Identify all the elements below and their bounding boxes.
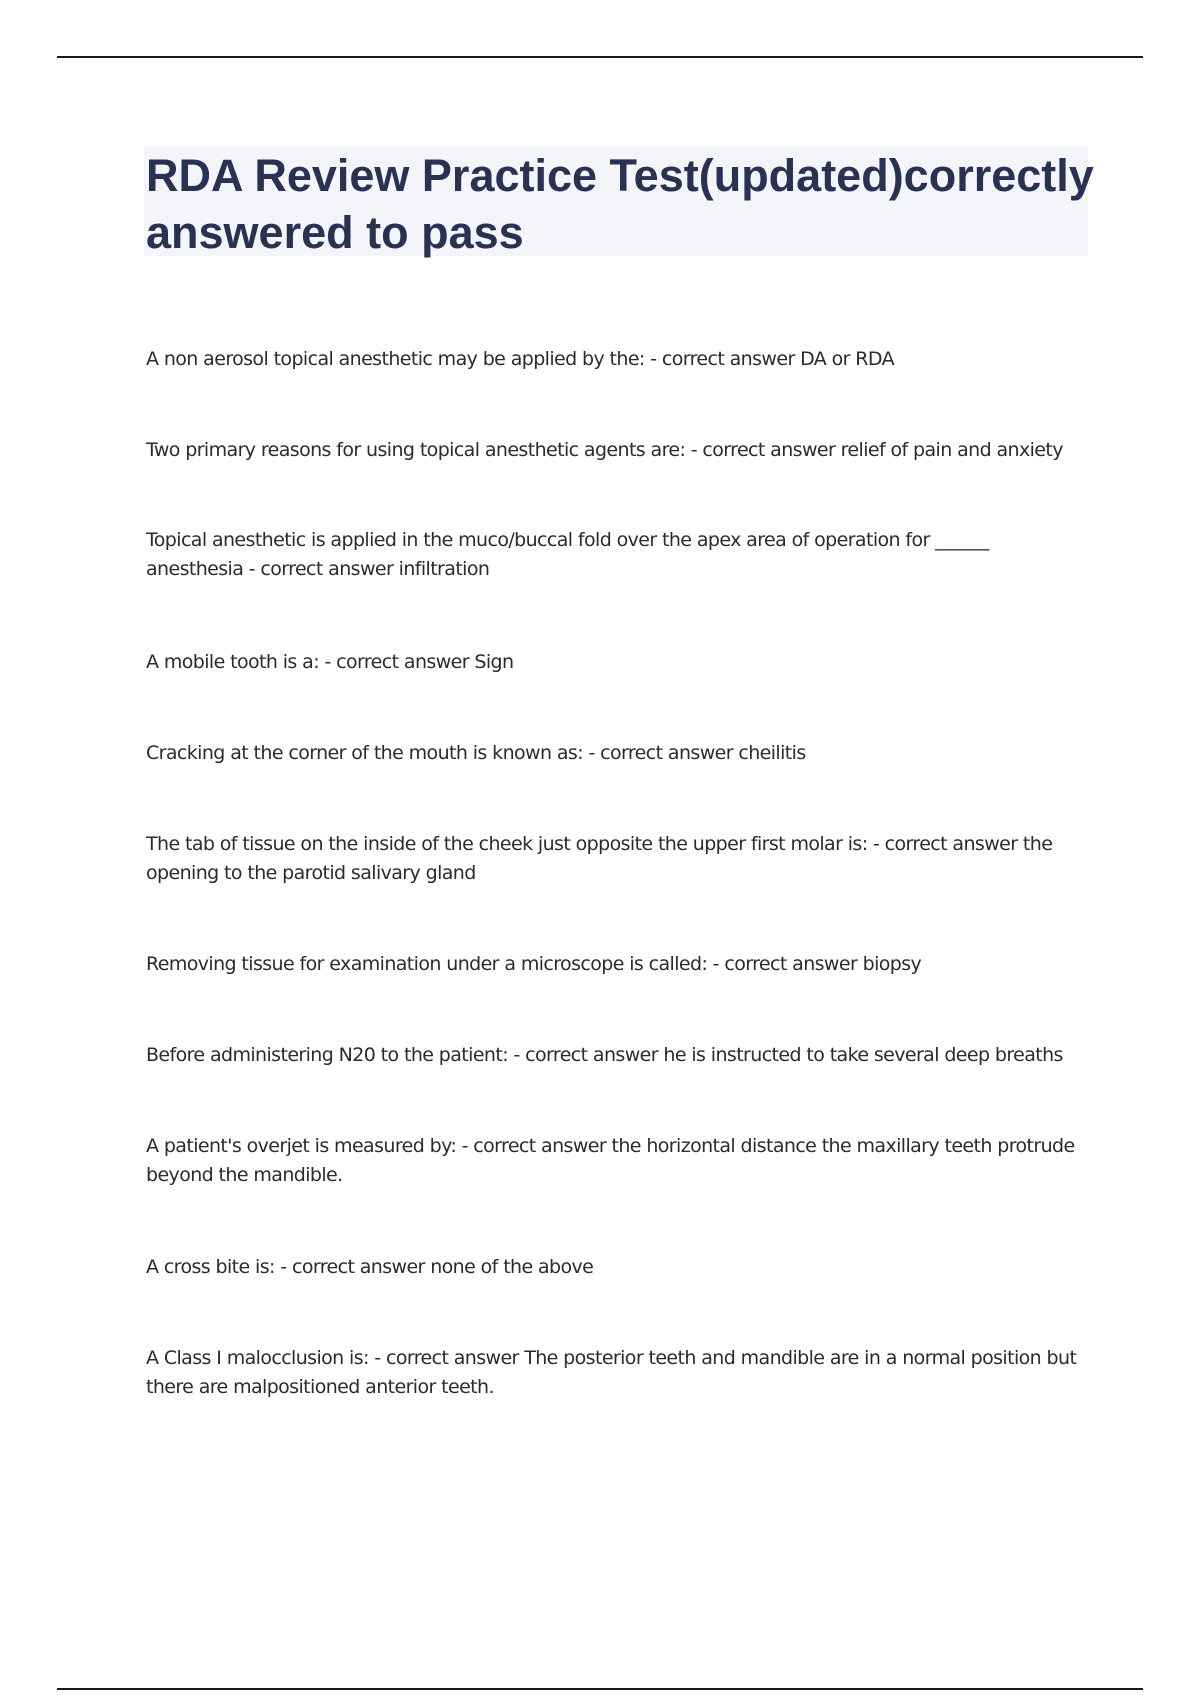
question-item: A Class I malocclusion is: - correct answer The posterior teeth and mandible are in a normal position but there are malpositioned anterior teeth. (146, 1347, 1077, 1398)
question-item: The tab of tissue on the inside of the cheek just opposite the upper first molar is: - correct answer the opening to the parotid salivary gland (146, 833, 1053, 884)
question-item: Cracking at the corner of the mouth is known as: - correct answer cheilitis (146, 742, 806, 764)
question-item: A cross bite is: - correct answer none of the above (146, 1256, 594, 1278)
question-item: Two primary reasons for using topical anesthetic agents are: - correct answer relief of pain and anxiety (146, 439, 1063, 461)
top-divider (57, 56, 1143, 58)
question-item: A non aerosol topical anesthetic may be applied by the: - correct answer DA or RDA (146, 348, 895, 370)
question-item: A mobile tooth is a: - correct answer Sign (146, 651, 514, 673)
question-item: Before administering N20 to the patient: - correct answer he is instructed to take several deep breaths (146, 1044, 1063, 1066)
document-title: RDA Review Practice Test(updated)correctly answered to pass (146, 150, 1094, 258)
bottom-divider (57, 1688, 1143, 1690)
question-item: Removing tissue for examination under a microscope is called: - correct answer biopsy (146, 953, 922, 975)
question-item: Topical anesthetic is applied in the muco/buccal fold over the apex area of operation for ______ anesthesia - correct answer infiltration (146, 529, 989, 580)
question-item: A patient's overjet is measured by: - correct answer the horizontal distance the maxillary teeth protrude beyond the mandible. (146, 1135, 1075, 1186)
